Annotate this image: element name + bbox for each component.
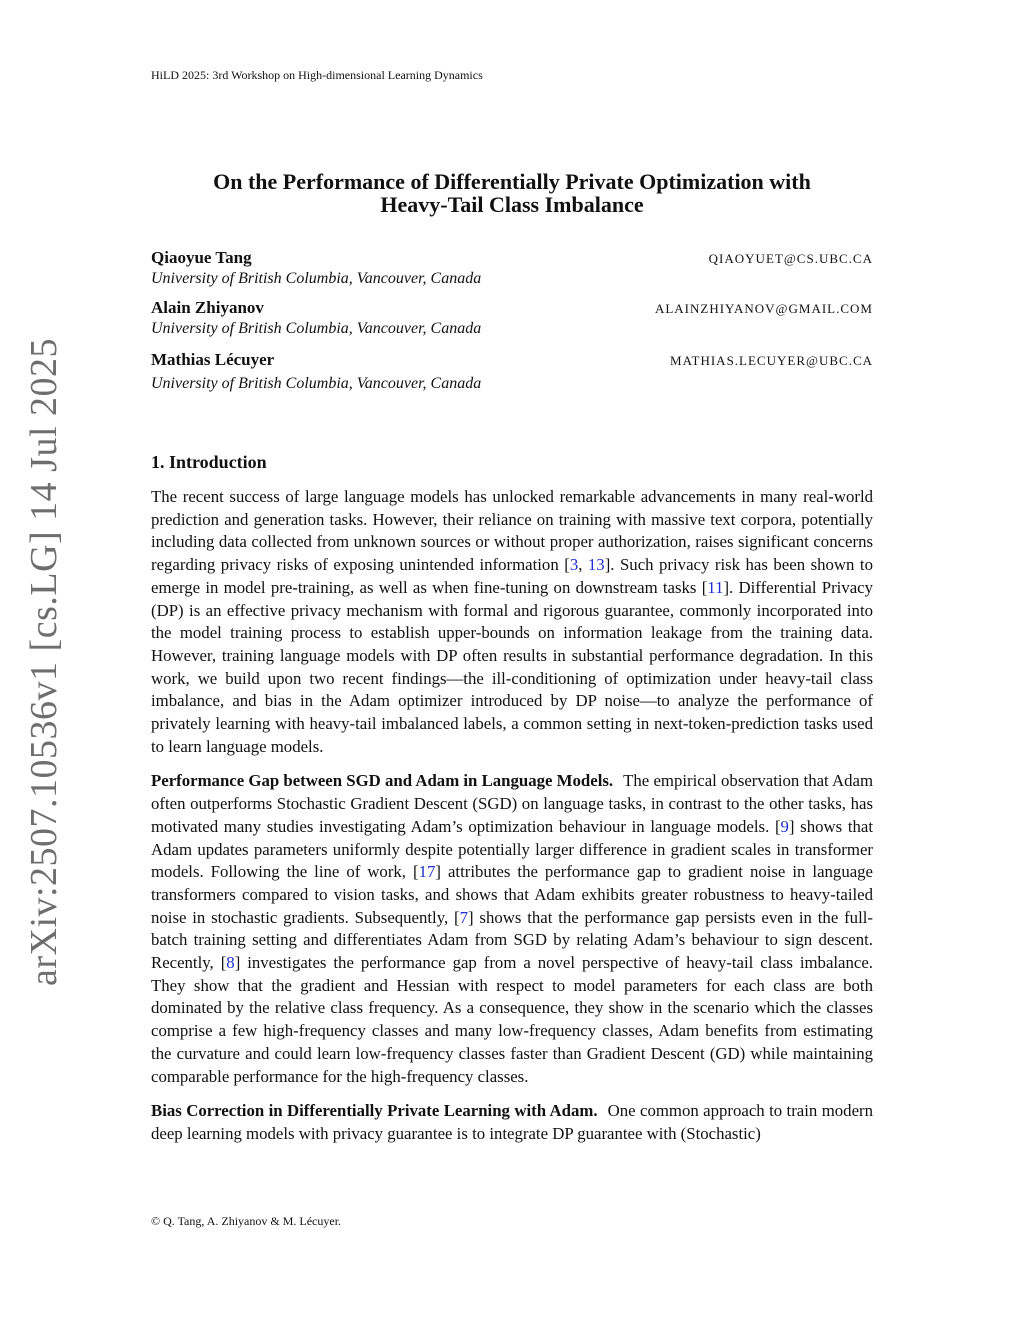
author-affiliation: University of British Columbia, Vancouver, Canada bbox=[151, 320, 482, 337]
paper-title-line-2: Heavy-Tail Class Imbalance bbox=[380, 192, 644, 217]
paragraph-heading: Performance Gap between SGD and Adam in Language Models. bbox=[151, 771, 614, 791]
citation-link[interactable]: 3 bbox=[569, 555, 579, 575]
citation-link[interactable]: 7 bbox=[459, 907, 469, 927]
citation-link[interactable]: 9 bbox=[780, 816, 789, 836]
paragraph-text: ] investigates the performance gap from a novel perspective of heavy-tail class imbalance. They show that the gradient and Hessian with respect to model parameters for each class are both dominated by the relative class frequency. As a consequence, they show in the scenario which the classes comprise a few high-frequency classes and many low-frequency classes, Adam benefits from estimating the curvature and could learn low-frequency classes faster than Gradient Descent (GD) while maintaining comparable performance for the high-frequency classes. bbox=[151, 953, 873, 1086]
citation-link[interactable]: 8 bbox=[226, 953, 235, 973]
citation-link[interactable]: 11 bbox=[707, 577, 724, 597]
author-affiliation: University of British Columbia, Vancouver, Canada bbox=[151, 270, 482, 287]
paragraph-3 bbox=[151, 1100, 873, 1145]
paragraph-text: ] shows that Adam updates parameters uniformly despite potentially larger difference in gradient scales in transformer models. Following the line of work, [ bbox=[151, 816, 873, 882]
citation-link[interactable]: 17 bbox=[418, 862, 436, 882]
paragraph-1 bbox=[151, 486, 873, 758]
author-email: ALAINZHIYANOV@GMAIL.COM bbox=[654, 301, 873, 316]
author-affiliation: University of British Columbia, Vancouver, Canada bbox=[151, 375, 482, 392]
paragraph-text: ] shows that the performance gap persists even in the full-batch training setting and differentiates Adam from SGD by relating Adam’s behaviour to sign descent. Recently, [ bbox=[151, 907, 873, 973]
author-block-3 bbox=[151, 350, 873, 392]
paper-title bbox=[151, 170, 873, 216]
introduction-body bbox=[151, 486, 873, 1158]
paragraph-heading: Bias Correction in Differentially Private Learning with Adam. bbox=[151, 1101, 598, 1121]
paragraph-text: The recent success of large language models has unlocked remarkable advancements in many real-world prediction and generation tasks. However, their reliance on training with massive text corpora, potentially including data collected from unknown sources or without proper authorization, raises significant concerns regarding privacy risks of exposing unintended information [ bbox=[151, 487, 873, 575]
arxiv-stamp: arXiv:2507.10536v1 [cs.LG] 14 Jul 2025 bbox=[23, 337, 65, 987]
paper-title-line-1: On the Performance of Differentially Private Optimization with bbox=[213, 169, 811, 194]
paragraph-text: ]. Such privacy risk has been shown to emerge in model pre-training, as well as when fine-tuning on downstream tasks [ bbox=[151, 555, 873, 597]
paragraph-text: ]. Differential Privacy (DP) is an effective privacy mechanism with formal and rigorous guarantee, commonly incorporated into the model training process to establish upper-bounds on information leakage from the training data. However, training language models with DP often results in substantial performance degradation. In this work, we build upon two recent findings—the ill-conditioning of optimization under heavy-tail class imbalance, and bias in the Adam optimizer introduced by DP noise—to analyze the performance of privately learning with heavy-tail imbalanced labels, a common setting in next-token-prediction tasks used to learn language models. bbox=[151, 577, 873, 756]
author-name: Qiaoyue Tang bbox=[151, 248, 252, 267]
copyright-footer: © Q. Tang, A. Zhiyanov & M. Lécuyer. bbox=[151, 1214, 342, 1228]
citation-link[interactable]: 13 bbox=[587, 555, 605, 575]
author-email: QIAOYUET@CS.UBC.CA bbox=[708, 251, 873, 266]
author-name: Mathias Lécuyer bbox=[151, 350, 275, 369]
author-email: MATHIAS.LECUYER@UBC.CA bbox=[670, 353, 873, 368]
section-heading-introduction: 1. Introduction bbox=[151, 452, 267, 472]
paragraph-2 bbox=[151, 770, 873, 1088]
author-block-1 bbox=[151, 248, 873, 290]
paragraph-text: ] attributes the performance gap to gradient noise in language transformers compared to vision tasks, and shows that Adam exhibits greater robustness to heavy-tailed noise in stochastic gradients. Subsequently, [ bbox=[151, 862, 873, 927]
citation-separator: , bbox=[578, 555, 588, 575]
running-header: HiLD 2025: 3rd Workshop on High-dimensional Learning Dynamics bbox=[151, 68, 483, 82]
author-name: Alain Zhiyanov bbox=[151, 298, 264, 317]
paragraph-text: One common approach to train modern deep learning models with privacy guarantee is to integrate DP guarantee with (Stochastic) bbox=[151, 1101, 873, 1143]
paragraph-text: The empirical observation that Adam often outperforms Stochastic Gradient Descent (SGD) on language tasks, in contrast to the other tasks, has motivated many studies investigating Adam’s optimization behaviour in language models. [ bbox=[151, 771, 873, 836]
author-block-2 bbox=[151, 298, 873, 340]
